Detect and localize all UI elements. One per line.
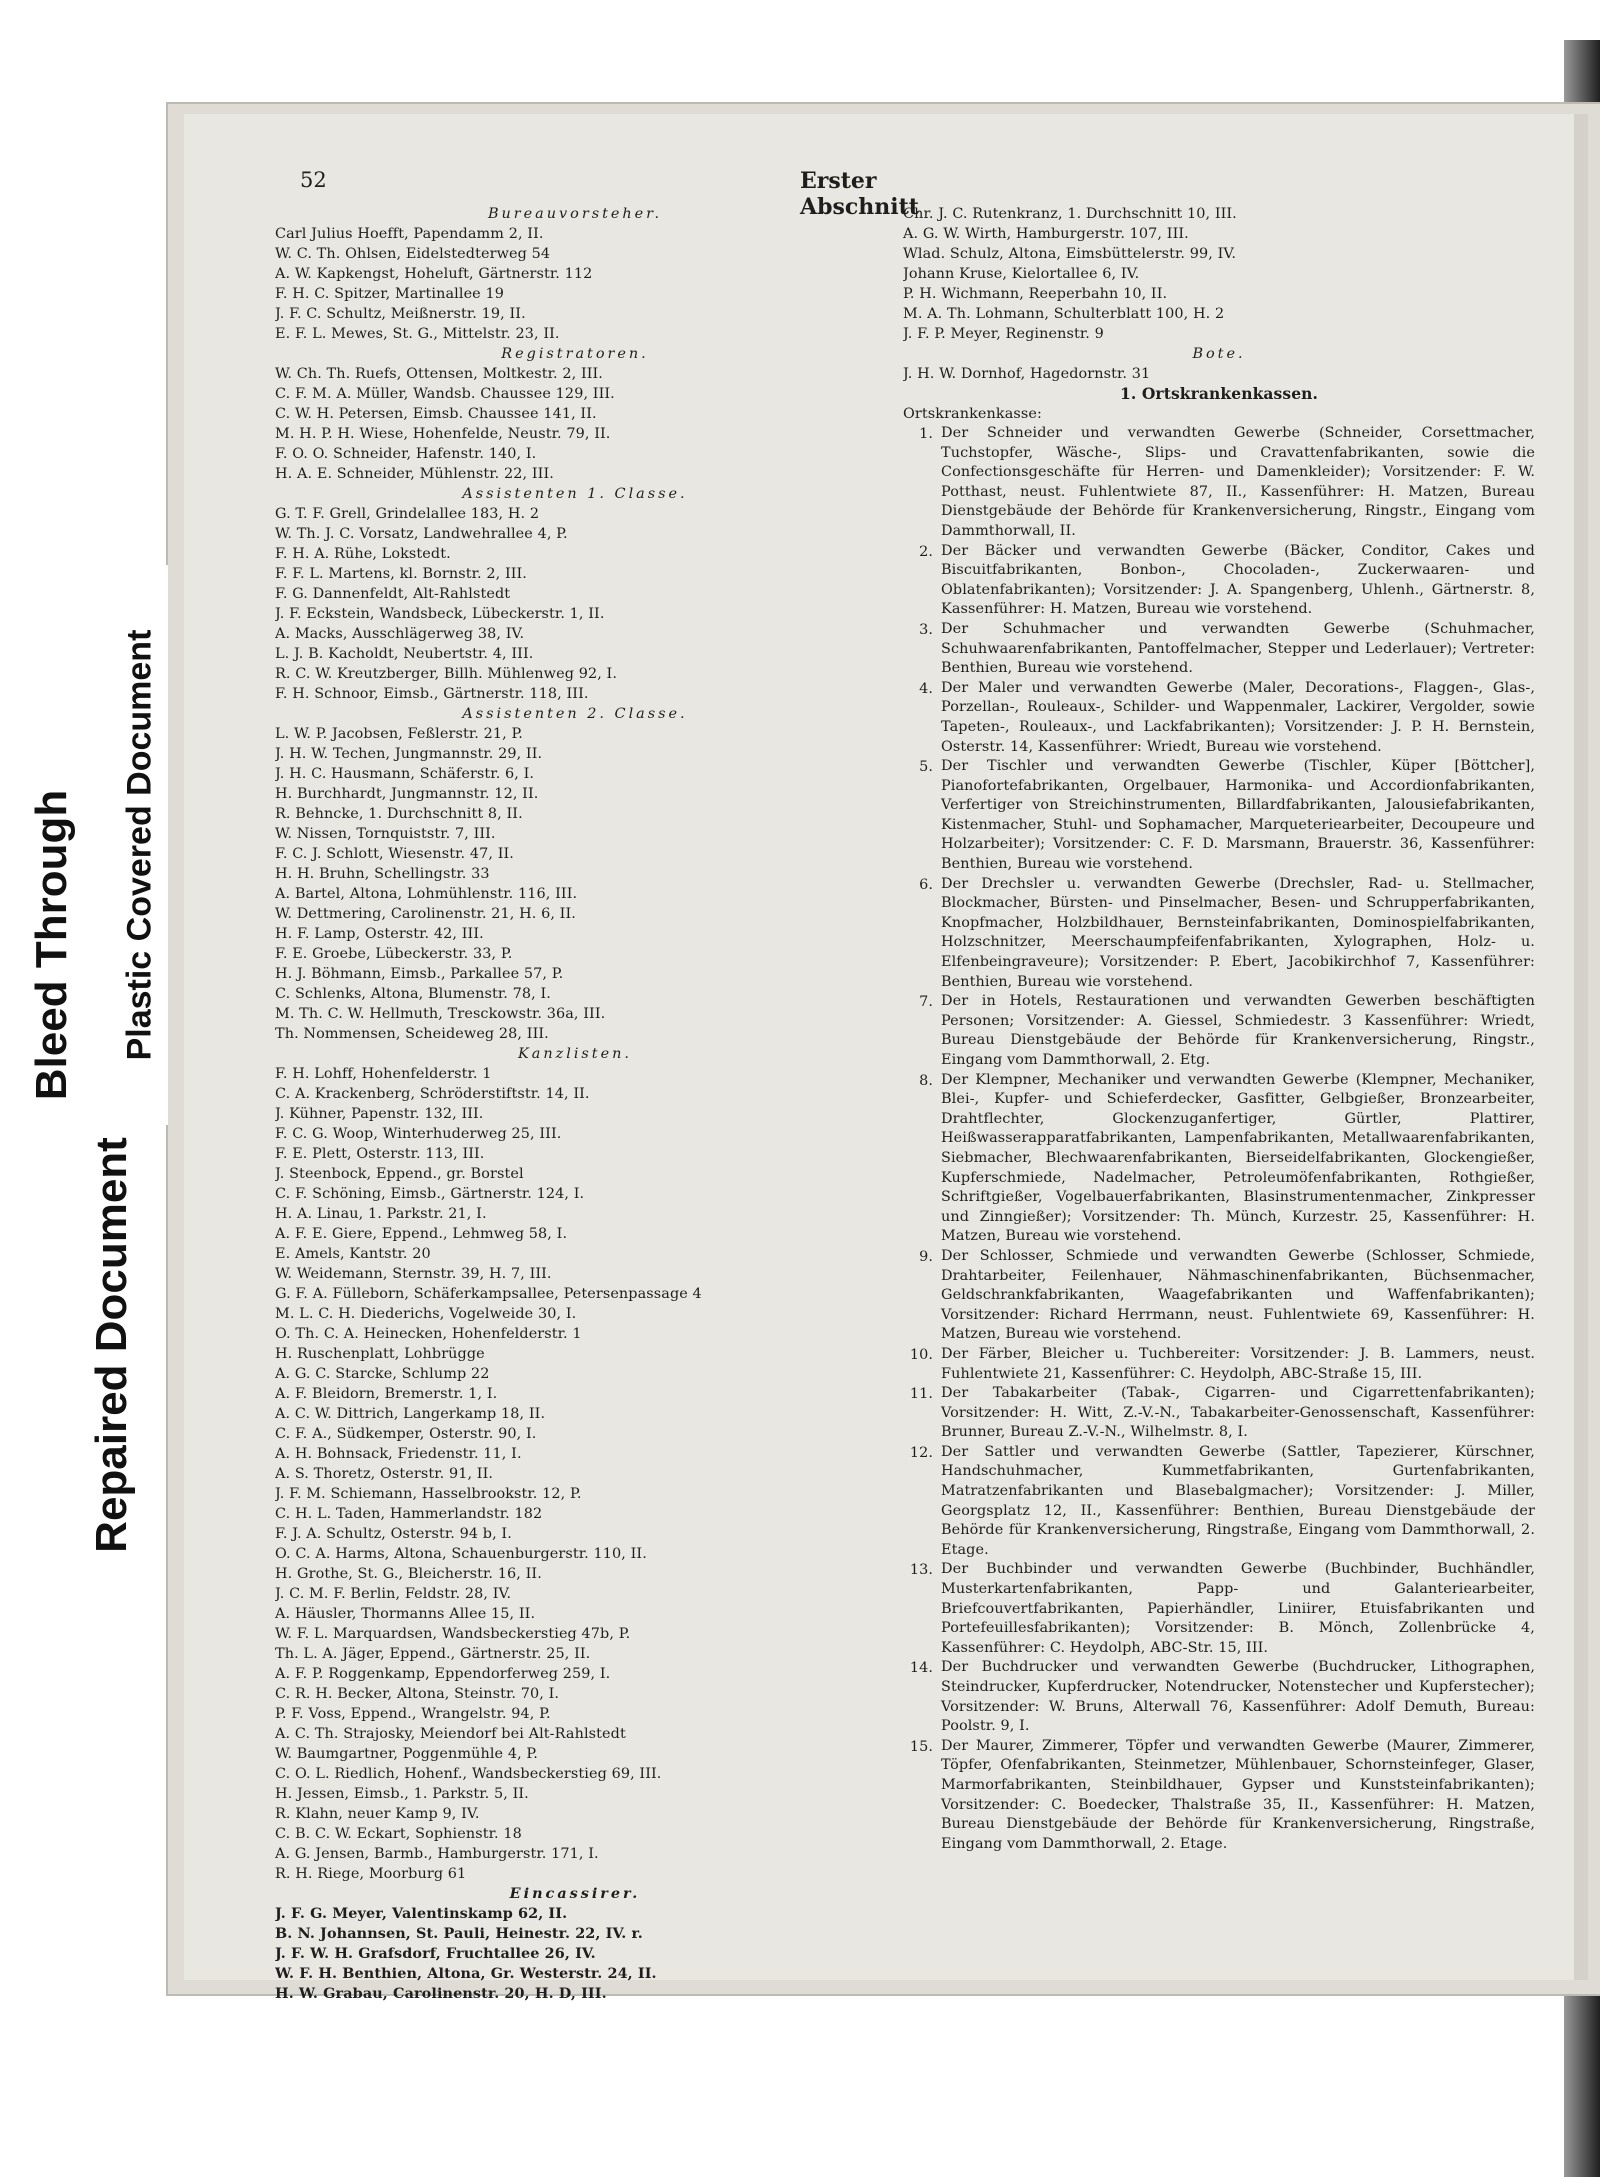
section-title: Kanzlisten. <box>518 1046 632 1062</box>
krankenkasse-entry <box>903 992 1535 1070</box>
list-item: J. F. M. Schiemann, Hasselbrookstr. 12, P. <box>275 1486 582 1502</box>
list-item: A. G. W. Wirth, Hamburgerstr. 107, III. <box>903 226 1189 242</box>
list-item: F. H. Lohff, Hohenfelderstr. 1 <box>275 1066 492 1082</box>
list-item: G. T. F. Grell, Grindelallee 183, H. 2 <box>275 506 540 522</box>
list-item: J. C. M. F. Berlin, Feldstr. 28, IV. <box>275 1586 512 1602</box>
list-item: H. Ruschenplatt, Lohbrügge <box>275 1346 485 1362</box>
list-item: F. E. Plett, Osterstr. 113, III. <box>275 1146 485 1162</box>
krankenkasse-entry <box>903 1560 1535 1658</box>
list-item: R. Klahn, neuer Kamp 9, IV. <box>275 1806 480 1822</box>
krankenkasse-entry <box>903 620 1535 679</box>
entry-text: Der in Hotels, Restaurationen und verwandten Gewerben beschäftigten Personen; Vorsitzender: A. Giessel, Schmiedestr. 3 Kassenführer: Wriedt, Bureau Dienstgebäude der Behörde für Krankenversicherung, Ringstr., Eingang vom Dammthorwall, 2. Etg. <box>941 993 1535 1068</box>
plastic-covered-label: Plastic Covered Document <box>120 629 159 1061</box>
label-plastic <box>112 565 168 1125</box>
entry-text: Der Bäcker und verwandten Gewerbe (Bäcker, Conditor, Cakes und Biscuitfabrikanten, Bonbon-, Chocoladen-, Zuckerwaaren- und Oblatenfabrikanten); Vorsitzender: J. A. Spangenberg, Uhlenh., Gärtnerstr. 8, Kassenführer: H. Matzen, Bureau wie vorstehend. <box>941 542 1535 618</box>
list-item: F. C. G. Woop, Winterhuderweg 25, III. <box>275 1126 562 1142</box>
list-item: J. Steenbock, Eppend., gr. Borstel <box>275 1166 524 1182</box>
entry-text: Der Sattler und verwandten Gewerbe (Sattler, Tapezierer, Kürschner, Handschuhmacher, Kummetfabrikanten, Gurtenfabrikanten, Matratzenfabrikanten und Blasebalgmacher); Vorsitzender: J. Miller, Georgsplatz 12, II., Kassenführer: Benthien, Bureau Dienstgebäude der Behörde für Krankenversicherung, Ringstraße, Eingang vom Dammthorwall, 2. Etage. <box>941 1443 1535 1558</box>
list-item: W. Dettmering, Carolinenstr. 21, H. 6, II. <box>275 906 576 922</box>
list-item: C. F. Schöning, Eimsb., Gärtnerstr. 124, I. <box>275 1186 585 1202</box>
krankenkasse-entry <box>903 679 1535 757</box>
list-item: W. C. Th. Ohlsen, Eidelstedterweg 54 <box>275 246 551 262</box>
entry-number: 1. <box>919 426 933 442</box>
entry-number: 11. <box>909 1386 933 1403</box>
list-item: A. Häusler, Thormanns Allee 15, II. <box>275 1606 536 1622</box>
list-item: A. C. W. Dittrich, Langerkamp 18, II. <box>275 1406 546 1422</box>
list-item: R. Behncke, 1. Durchschnitt 8, II. <box>275 806 523 822</box>
section-title: Assistenten 1. Classe. <box>462 486 688 502</box>
entry-number: 9. <box>919 1248 933 1265</box>
list-item: C. B. C. W. Eckart, Sophienstr. 18 <box>275 1826 522 1842</box>
krankenkasse-entry <box>903 424 1535 542</box>
entry-number: 7. <box>919 994 933 1011</box>
list-item: F. C. J. Schlott, Wiesenstr. 47, II. <box>275 846 514 862</box>
list-item: J. F. G. Meyer, Valentinskamp 62, II. <box>275 1905 568 1922</box>
entry-text: Der Maler und verwandten Gewerbe (Maler, Decorations-, Flaggen-, Glas-, Porzellan-, Rouleaux-, Schilder- und Wappenmaler, Lackirer, Vergolder, sowie Tapeten-, Rouleaux-, und Lackfabrikanten); Vorsitzender: J. P. H. Bernstein, Osterstr. 14, Kassenführer: Wriedt, Bureau wie vorstehend. <box>941 679 1535 755</box>
entry-text: Der Maurer, Zimmerer, Töpfer und verwandten Gewerbe (Maurer, Zimmerer, Töpfer, Ofenfabrikanten, Steinmetzer, Mühlenbauer, Schornsteinfeger, Glaser, Marmorfabrikanten, Steinbildhauer, Gypser und Kunststeinfabrikanten); Vorsitzender: C. Boedecker, Thalstraße 35, II., Kassenführer: H. Matzen, Bureau Dienstgebäude der Behörde für Krankenversicherung, Ringstraße, Eingang vom Dammthorwall, 2. Etage. <box>941 1737 1535 1852</box>
list-item: W. F. H. Benthien, Altona, Gr. Westerstr. 24, II. <box>275 1965 657 1982</box>
list-item: Chr. J. C. Rutenkranz, 1. Durchschnitt 10, III. <box>903 206 1237 222</box>
list-item: J. F. W. H. Grafsdorf, Fruchtallee 26, IV. <box>275 1945 596 1962</box>
list-item: P. H. Wichmann, Reeperbahn 10, II. <box>903 286 1168 302</box>
list-item: A. Macks, Ausschlägerweg 38, IV. <box>275 626 525 642</box>
list-item: J. H. W. Techen, Jungmannstr. 29, II. <box>275 746 543 762</box>
list-item: F. H. A. Rühe, Lokstedt. <box>275 546 451 562</box>
entry-text: Der Tischler und verwandten Gewerbe (Tischler, Küper [Böttcher], Pianofortefabrikanten, Orgelbauer, Harmonika- und Accordionfabrikanten, Verfertiger von Streichinstrumenten, Billardfabrikanten, Jalousiefabrikanten, Kistenmacher, Stuhl- und Sophamacher, Marqueteriearbeiter, Decoupeure und Holzarbeiter); Vorsitzender: C. F. D. Marsmann, Brauerstr. 36, Kassenführer: Benthien, Bureau wie vorstehend. <box>941 758 1535 873</box>
krankenkasse-entry <box>903 1658 1535 1736</box>
list-item: H. Jessen, Eimsb., 1. Parkstr. 5, II. <box>275 1786 529 1802</box>
krankenkasse-entry <box>903 757 1535 875</box>
list-item: E. Amels, Kantstr. 20 <box>275 1246 431 1262</box>
list-item: F. H. Schnoor, Eimsb., Gärtnerstr. 118, III. <box>275 686 589 702</box>
list-item: C. F. M. A. Müller, Wandsb. Chaussee 129, III. <box>275 386 615 402</box>
list-item: C. F. A., Südkemper, Osterstr. 90, I. <box>275 1426 537 1442</box>
section-title-bote: Bote. <box>1192 346 1246 362</box>
list-item: F. F. L. Martens, kl. Bornstr. 2, III. <box>275 566 527 582</box>
list-item: O. C. A. Harms, Altona, Schauenburgerstr. 110, II. <box>275 1546 647 1562</box>
krankenkassen-intro: Ortskrankenkasse: <box>903 406 1042 422</box>
list-item: Johann Kruse, Kielortallee 6, IV. <box>903 266 1140 282</box>
list-item: C. O. L. Riedlich, Hohenf., Wandsbeckerstieg 69, III. <box>275 1766 662 1782</box>
list-item: W. Th. J. C. Vorsatz, Landwehrallee 4, P. <box>275 526 568 542</box>
list-item: A. C. Th. Strajosky, Meiendorf bei Alt-Rahlstedt <box>275 1726 626 1742</box>
list-item: A. W. Kapkengst, Hoheluft, Gärtnerstr. 112 <box>275 266 593 282</box>
list-item: J. F. C. Schultz, Meißnerstr. 19, II. <box>275 306 526 322</box>
list-item: H. A. Linau, 1. Parkstr. 21, I. <box>275 1206 487 1222</box>
list-item: H. A. E. Schneider, Mühlenstr. 22, III. <box>275 466 554 482</box>
list-item: B. N. Johannsen, St. Pauli, Heinestr. 22, IV. r. <box>275 1925 643 1942</box>
entry-number: 12. <box>909 1444 933 1461</box>
entry-text: Der Färber, Bleicher u. Tuchbereiter: Vorsitzender: J. B. Lammers, neust. Fuhlentwiete 21, Kassenführer: C. Heydolph, ABC-Straße 15, III. <box>941 1345 1535 1382</box>
list-item: H. J. Böhmann, Eimsb., Parkallee 57, P. <box>275 966 564 982</box>
list-item: F. J. A. Schultz, Osterstr. 94 b, I. <box>275 1526 512 1542</box>
list-item: A. G. C. Starcke, Schlump 22 <box>275 1366 490 1382</box>
list-item: M. L. C. H. Diederichs, Vogelweide 30, I. <box>275 1306 577 1322</box>
krankenkasse-entry <box>903 1737 1535 1855</box>
krankenkasse-entry <box>903 1071 1535 1247</box>
list-item: W. F. L. Marquardsen, Wandsbeckerstieg 47b, P. <box>275 1626 631 1642</box>
page-number: 52 <box>300 168 327 192</box>
section-title: Eincassirer. <box>509 1885 641 1902</box>
entry-number: 13. <box>909 1562 933 1579</box>
krankenkasse-entry <box>903 875 1535 993</box>
list-item: H. H. Bruhn, Schellingstr. 33 <box>275 866 490 882</box>
list-item: W. Nissen, Tornquiststr. 7, III. <box>275 826 496 842</box>
section-title: Registratoren. <box>501 346 649 362</box>
list-item: H. W. Grabau, Carolinenstr. 20, H. D, III. <box>275 1985 607 2002</box>
entry-text: Der Schlosser, Schmiede und verwandten Gewerbe (Schlosser, Schmiede, Drahtarbeiter, Feilenhauer, Nähmaschinenfabrikanten, Büchsenmacher, Geldschrankfabrikanten, Waagefabrikanten und Waffenfabrikanten); Vorsitzender: Richard Herrmann, neust. Fuhlentwiete 69, Kassenführer: H. Matzen, Bureau wie vorstehend. <box>941 1247 1535 1343</box>
list-item: L. W. P. Jacobsen, Feßlerstr. 21, P. <box>275 726 523 742</box>
list-item: Th. L. A. Jäger, Eppend., Gärtnerstr. 25, II. <box>275 1646 591 1662</box>
list-item: C. H. L. Taden, Hammerlandstr. 182 <box>275 1506 543 1522</box>
list-item: M. Th. C. W. Hellmuth, Tresckowstr. 36a, III. <box>275 1006 606 1022</box>
krankenkasse-entry <box>903 1247 1535 1345</box>
entry-number: 14. <box>909 1660 933 1677</box>
section-title: Assistenten 2. Classe. <box>462 706 688 722</box>
list-item: J. H. C. Hausmann, Schäferstr. 6, I. <box>275 766 535 782</box>
list-item: C. A. Krackenberg, Schröderstiftstr. 14, II. <box>275 1086 590 1102</box>
list-item: L. J. B. Kacholdt, Neubertstr. 4, III. <box>275 646 534 662</box>
repaired-document-label: Repaired Document <box>87 1137 136 1553</box>
bote-entry: J. H. W. Dornhof, Hagedornstr. 31 <box>903 366 1151 382</box>
bleed-through-label: Bleed Through <box>27 789 76 1101</box>
list-item: F. O. O. Schneider, Hafenstr. 140, I. <box>275 446 537 462</box>
entry-number: 4. <box>919 680 933 697</box>
list-item: R. H. Riege, Moorburg 61 <box>275 1866 467 1882</box>
list-item: C. R. H. Becker, Altona, Steinstr. 70, I. <box>275 1686 560 1702</box>
list-item: C. W. H. Petersen, Eimsb. Chaussee 141, II. <box>275 406 597 422</box>
entry-number: 6. <box>919 876 933 893</box>
running-title: Erster Abschnitt <box>800 168 919 220</box>
list-item: J. F. Eckstein, Wandsbeck, Lübeckerstr. 1, II. <box>275 606 605 622</box>
right-top-list <box>903 204 1535 344</box>
krankenkasse-entry <box>903 542 1535 620</box>
entry-text: Der Schneider und verwandten Gewerbe (Schneider, Corsettmacher, Tuchstopfer, Wäsche-, Slips- und Cravattenfabrikanten, sowie die Confectionsgeschäfte für Herren- und Damenkleider); Vorsitzender: F. W. Potthast, neust. Fuhlentwiete 87, II., Kassenführer: H. Matzen, Bureau Dienstgebäude der Behörde für Krankenversicherung, Ringstr., Eingang vom Dammthorwall, II. <box>941 425 1535 539</box>
list-item: Wlad. Schulz, Altona, Eimsbüttelerstr. 99, IV. <box>903 246 1237 262</box>
section-title: Bureauvorsteher. <box>487 206 663 222</box>
entry-number: 8. <box>919 1072 933 1089</box>
list-item: M. A. Th. Lohmann, Schulterblatt 100, H. 2 <box>903 306 1225 322</box>
entry-text: Der Buchbinder und verwandten Gewerbe (Buchbinder, Buchhändler, Musterkartenfabrikanten, Papp- und Galanteriearbeiter, Briefcouvertfabrikanten, Papierhändler, Liniirer, Etuisfabrikanten und Portefeuillesfabrikanten); Vorsitzender: B. Mönch, Zollenbrücke 4, Kassenführer: C. Heydolph, ABC-Str. 15, III. <box>941 1561 1535 1656</box>
entry-number: 15. <box>909 1738 933 1755</box>
list-item: A. S. Thoretz, Osterstr. 91, II. <box>275 1466 494 1482</box>
krankenkassen-list <box>903 424 1535 1854</box>
entry-number: 3. <box>919 621 933 638</box>
list-item: J. Kühner, Papenstr. 132, III. <box>275 1106 484 1122</box>
list-item: Th. Nommensen, Scheideweg 28, III. <box>275 1026 549 1042</box>
entry-text: Der Drechsler u. verwandten Gewerbe (Drechsler, Rad- u. Stellmacher, Blockmacher, Bürsten- und Pinselmacher, Besen- und Schrupperfabrikanten, Knopfmacher, Holzbildhauer, Bernsteinfabrikanten, Dominospielfabrikanten, Holzschnitzer, Meerschaumpfeifenfabrikanten, Xylographen, Holz- u. Elfenbeingraveure); Vorsitzender: P. Ebert, Jacobikirchhof 7, Kassenführer: Benthien, Bureau wie vorstehend. <box>941 875 1535 990</box>
list-item: A. F. E. Giere, Eppend., Lehmweg 58, I. <box>275 1226 568 1242</box>
list-item: J. F. P. Meyer, Reginenstr. 9 <box>903 326 1104 342</box>
list-item: M. H. P. H. Wiese, Hohenfelde, Neustr. 79, II. <box>275 426 611 442</box>
entry-text: Der Schuhmacher und verwandten Gewerbe (Schuhmacher, Schuhwaarenfabrikanten, Pantoffelmacher, Stepper und Lederlauer); Vertreter: Benthien, Bureau wie vorstehend. <box>941 620 1535 677</box>
list-item: H. Grothe, St. G., Bleicherstr. 16, II. <box>275 1566 542 1582</box>
list-item: F. G. Dannenfeldt, Alt-Rahlstedt <box>275 586 511 602</box>
list-item: F. E. Groebe, Lübeckerstr. 33, P. <box>275 946 513 962</box>
left-column <box>275 204 875 2002</box>
list-item: O. Th. C. A. Heinecken, Hohenfelderstr. 1 <box>275 1326 582 1342</box>
krankenkasse-entry <box>903 1384 1535 1443</box>
list-item: E. F. L. Mewes, St. G., Mittelstr. 23, II. <box>275 326 560 342</box>
entry-number: 5. <box>919 759 933 776</box>
entry-text: Der Klempner, Mechaniker und verwandten Gewerbe (Klempner, Mechaniker, Blei-, Kupfer- und Schieferdecker, Gasfitter, Gelbgießer, Bronzearbeiter, Drahtflechter, Glockenzuganfertiger, Gürtler, Plattirer, Heißwasserapparatfabrikanten, Lampenfabrikanten, Metallwaarenfabrikanten, Siebmacher, Blechwaarenfabrikanten, Bierseidelfabrikanten, Glockengießer, Kupferschmiede, Nadelmacher, Petroleumöfenfabrikanten, Rothgießer, Schriftgießer, Vogelbauerfabrikanten, Blasinstrumentenmacher, Zinkpresser und Zinngießer); Vorsitzender: Th. Münch, Kurzestr. 25, Kassenführer: H. Matzen, Bureau wie vorstehend. <box>941 1071 1535 1245</box>
list-item: P. F. Voss, Eppend., Wrangelstr. 94, P. <box>275 1706 551 1722</box>
list-item: A. Bartel, Altona, Lohmühlenstr. 116, III. <box>275 886 578 902</box>
list-item: W. Ch. Th. Ruefs, Ottensen, Moltkestr. 2, III. <box>275 366 603 382</box>
section-heading-krankenkassen: 1. Ortskrankenkassen. <box>1119 384 1319 403</box>
entry-number: 2. <box>919 543 933 560</box>
entry-text: Der Tabakarbeiter (Tabak-, Cigarren- und Cigarrettenfabrikanten); Vorsitzender: H. Witt, Z.-V.-N., Tabakarbeiter-Genossenschaft, Kassenführer: Brunner, Bureau Z.-V.-N., Wilhelmstr. 8, I. <box>941 1385 1535 1441</box>
entry-number: 10. <box>909 1346 933 1363</box>
list-item: A. F. P. Roggenkamp, Eppendorferweg 259, I. <box>275 1666 611 1682</box>
list-item: G. F. A. Fülleborn, Schäferkampsallee, Petersenpassage 4 <box>275 1286 702 1302</box>
list-item: R. C. W. Kreutzberger, Billh. Mühlenweg 92, I. <box>275 666 618 682</box>
list-item: W. Baumgartner, Poggenmühle 4, P. <box>275 1746 538 1762</box>
entry-text: Der Buchdrucker und verwandten Gewerbe (Buchdrucker, Lithographen, Steindrucker, Kupferdrucker, Notendrucker, Notenstecher und Kupferstecher); Vorsitzender: W. Bruns, Alterwall 76, Kassenführer: Adolf Demuth, Bureau: Poolstr. 9, I. <box>941 1659 1535 1735</box>
list-item: W. Weidemann, Sternstr. 39, H. 7, III. <box>275 1266 552 1282</box>
krankenkasse-entry <box>903 1443 1535 1561</box>
list-item: C. Schlenks, Altona, Blumenstr. 78, I. <box>275 986 551 1002</box>
list-item: F. H. C. Spitzer, Martinallee 19 <box>275 286 504 302</box>
list-item: H. Burchhardt, Jungmannstr. 12, II. <box>275 786 539 802</box>
list-item: A. H. Bohnsack, Friedenstr. 11, I. <box>275 1446 522 1462</box>
right-column <box>903 204 1535 1994</box>
list-item: A. G. Jensen, Barmb., Hamburgerstr. 171, I. <box>275 1846 599 1862</box>
list-item: H. F. Lamp, Osterstr. 42, III. <box>275 926 484 942</box>
list-item: A. F. Bleidorn, Bremerstr. 1, I. <box>275 1386 498 1402</box>
krankenkasse-entry <box>903 1345 1535 1384</box>
list-item: Carl Julius Hoefft, Papendamm 2, II. <box>275 226 544 242</box>
